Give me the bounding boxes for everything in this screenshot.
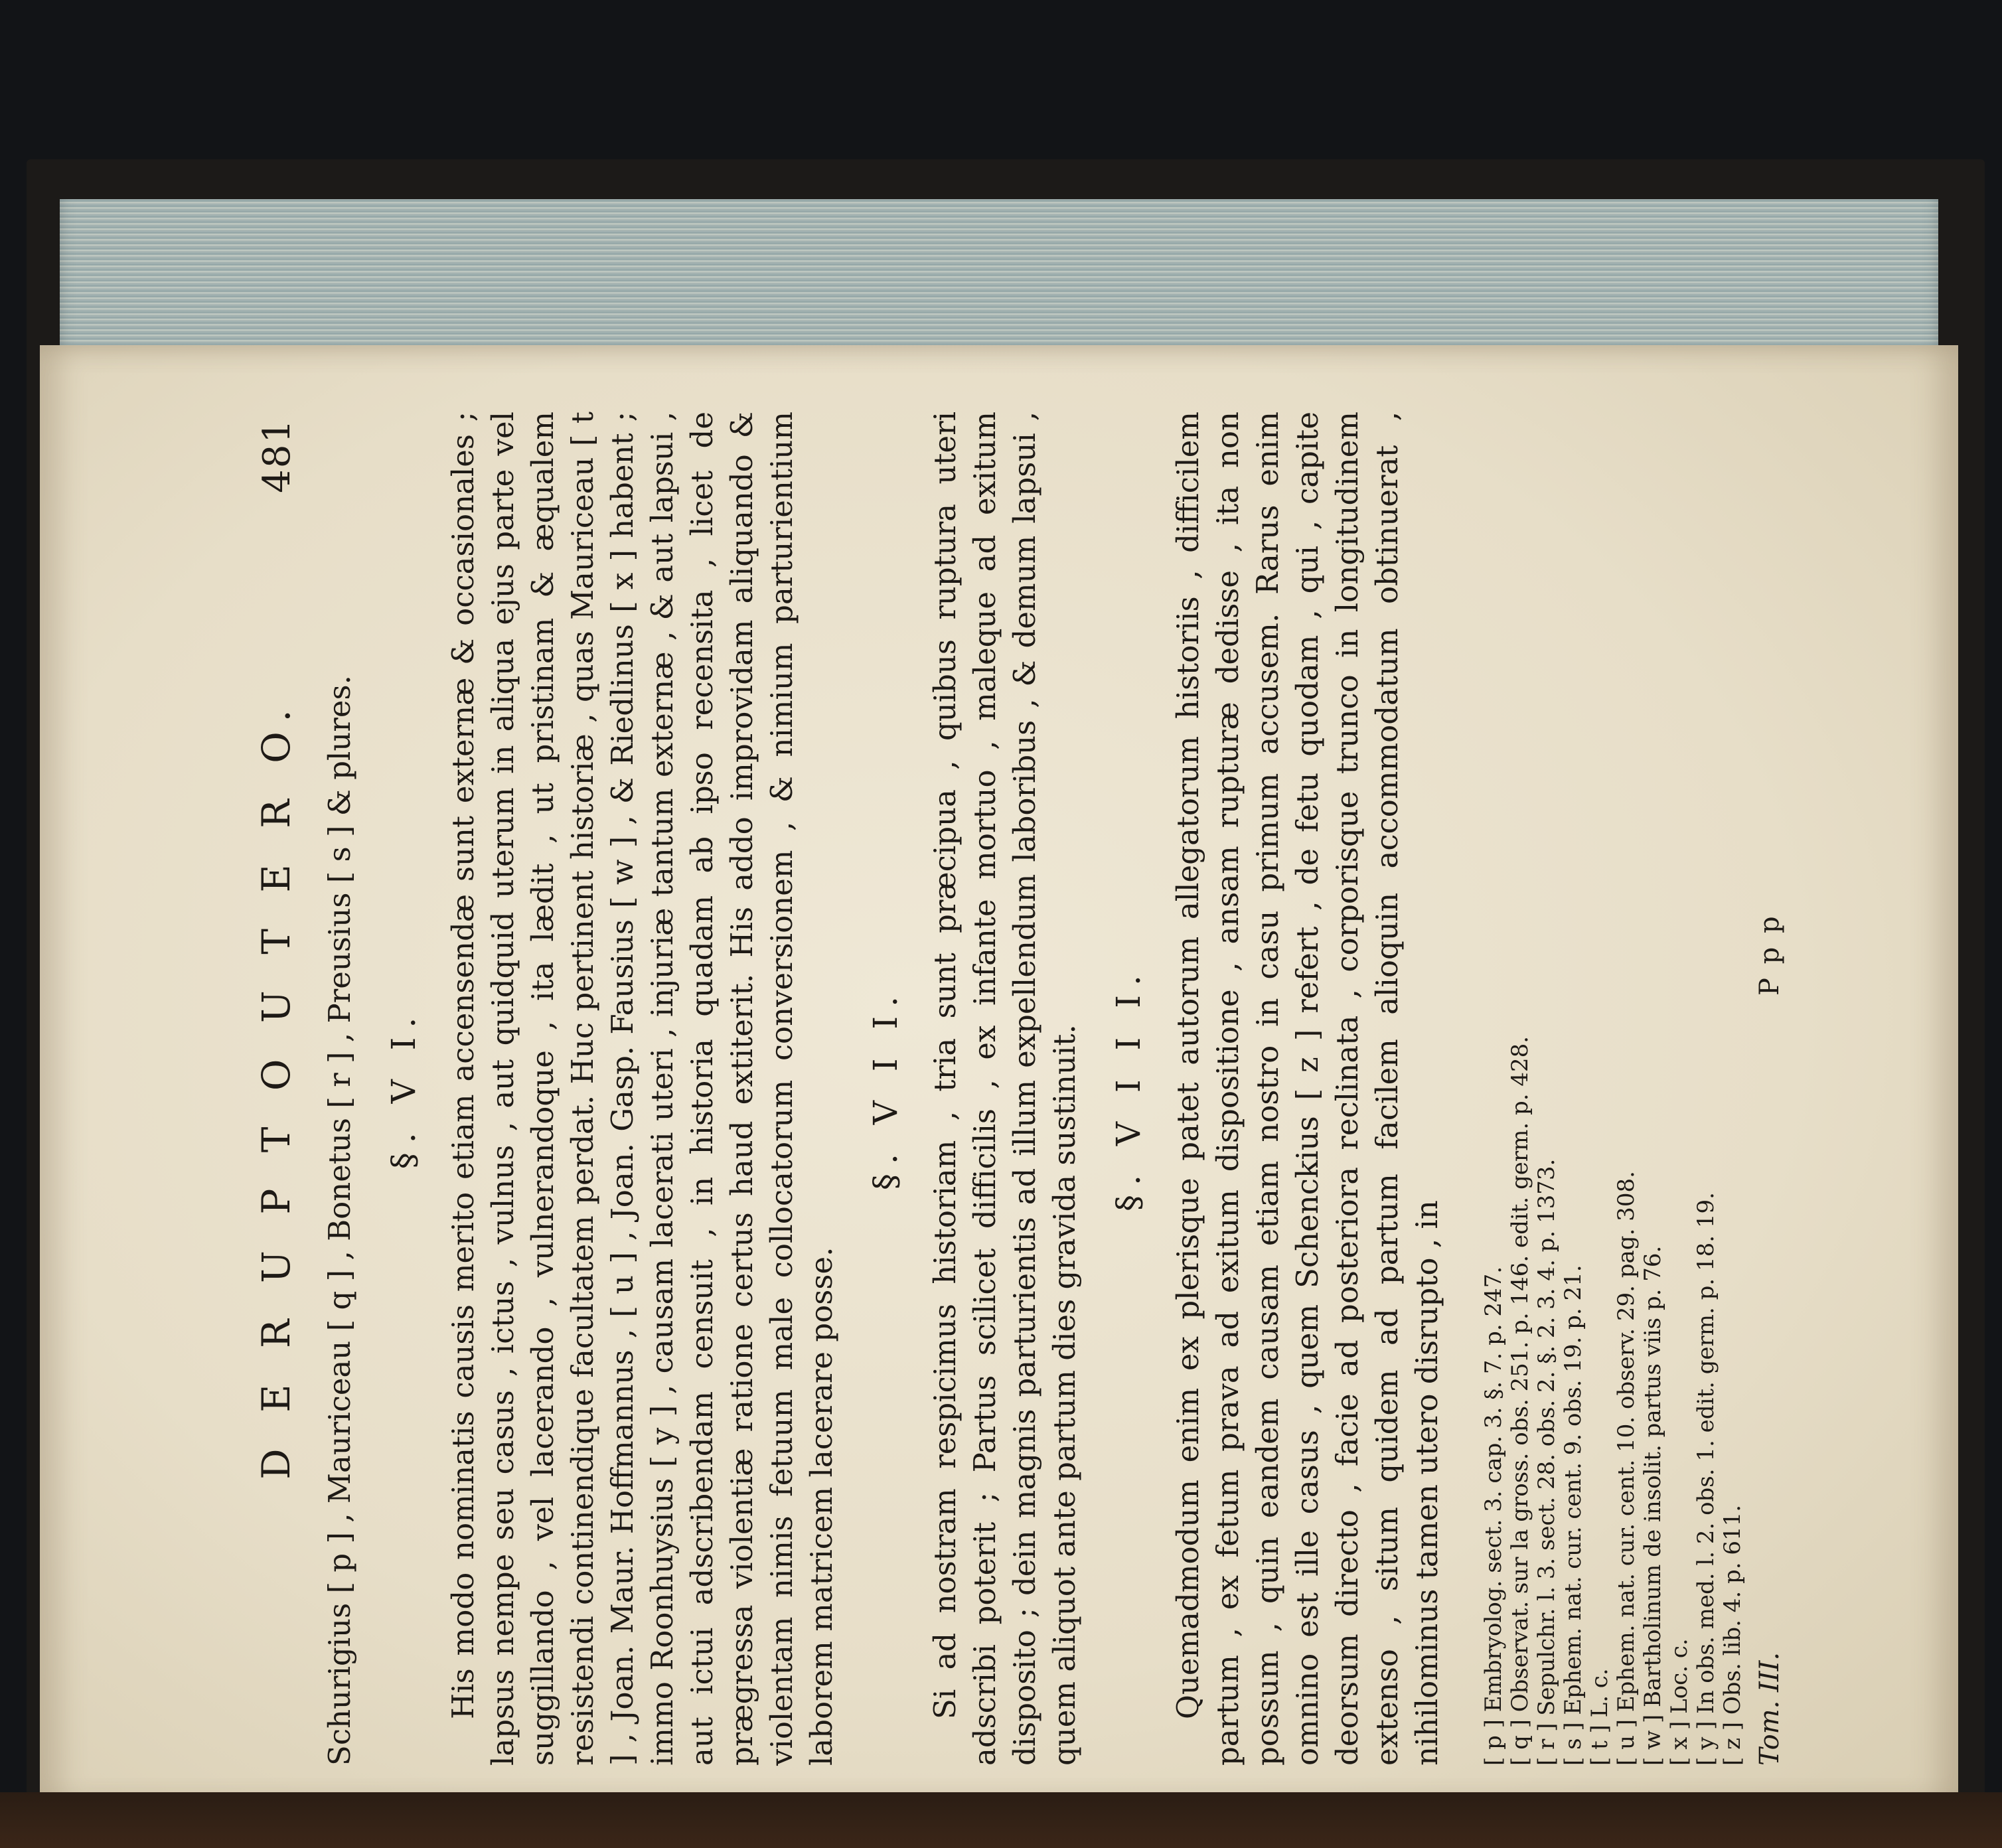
footnotes xyxy=(1480,412,1746,1766)
footnote: [ z ] Obs. lib. 4. p. 611. xyxy=(1719,1504,1746,1766)
footnote: [ p ] Embryolog. sect. 3. cap. 3. §. 7. p. 247. xyxy=(1480,1266,1507,1766)
lead-text: Schurigius [ p ] , Mauriceau [ q ] , Bonetus [ r ] , Preusius [ s ] & plures. xyxy=(322,675,357,1766)
section-paragraph: Quemadmodum enim ex plerisque patet autorum allegatorum historiis , difficilem partum , ex fetum prava ad exitum dispositione , ansam rupturæ dedisse , ita non possum , quin eandem causam etiam nostro in casu primum accusem. Rarus enim omnino est ille casus , quem Schenckius [ z ] refert , de fetu quodam , qui , capite deorsum directo , facie ad posteriora reclinata , corporisque trunco in longitudinem extenso , situm quidem ad partum facilem alioquin accommodatum obtinuerat , nihilominus tamen utero disrupto , in xyxy=(1170,412,1444,1766)
running-head-title: D E R U P T O U T E R O. xyxy=(254,698,299,1480)
printer-signature: P p p xyxy=(1754,913,1785,996)
section-paragraph: Si ad nostram respicimus historiam , tria sunt præcipua , quibus ruptura uteri adscribi poterit ; Partus scilicet difficilis , ex infante mortuo , maleque ad exitum disposito ; dein magnis parturientis ad illum expellendum laboribus , & demum lapsui , quem aliquot ante partum dies gravida sustinuit. xyxy=(927,412,1082,1766)
footnote: [ q ] Observat. sur la gross. obs. 251. p. 146. edit. germ. p. 428. xyxy=(1507,1036,1533,1766)
section-heading: §. V I I. xyxy=(866,986,905,1191)
running-head xyxy=(252,412,320,1766)
book-binding xyxy=(0,1792,2002,1848)
footnote: [ u ] Ephem. nat. cur. cent. 10. observ. 29. pag. 308. xyxy=(1613,1171,1640,1766)
section-heading: §. V I I I. xyxy=(1109,966,1148,1211)
footnote: [ x ] Loc. c. xyxy=(1666,1638,1693,1766)
footnote: [ t ] L. c. xyxy=(1586,1668,1613,1766)
page-text-block xyxy=(252,412,1785,1766)
signature-line xyxy=(1750,412,1790,1766)
volume-mark: Tom. III. xyxy=(1754,1652,1785,1766)
footnote: [ s ] Ephem. nat. cur. cent. 9. obs. 19. p. 21. xyxy=(1560,1265,1586,1766)
section-paragraph: His modo nominatis causis merito etiam accensendæ sunt externæ & occasionales ; lapsus nempe seu casus , ictus , vulnus , aut quidquid uterum in aliqua ejus parte vel suggillando , vel lacerando , vulnerandoque , ita lædit , ut pristinam & æqualem resistendi continendique facultatem perdat. Huc pertinent historiæ , quas Mauriceau [ t ] , Joan. Maur. Hoffmannus , [ u ] , Joan. Gasp. Fausius [ w ] , & Riedlinus [ x ] habent ; immo Roonhuysius [ y ] , causam lacerati uteri , injuriæ tantum externæ , & aut lapsui , aut ictui adscribendam censuit , in historia quadam ab ipso recensita , licet de prægressa violentiæ ratione certus haud extiterit. His addo improvidam aliquando & violentam nimis fetuum male collocatorum conversionem , & nimium parturientium laborem matricem lacerare posse. xyxy=(445,412,839,1766)
footnote: [ r ] Sepulchr. l. 3. sect. 28. obs. 2. §. 2. 3. 4. p. 1373. xyxy=(1533,1158,1560,1766)
section-heading: §. V I. xyxy=(384,1008,423,1170)
page-number: 481 xyxy=(256,418,299,493)
footnote: [ w ] Bartholinum de insolit. partus viis p. 76. xyxy=(1640,1245,1666,1766)
footnote: [ y ] In obs. med. l. 2. obs. 1. edit. germ. p. 18. 19. xyxy=(1693,1192,1719,1766)
